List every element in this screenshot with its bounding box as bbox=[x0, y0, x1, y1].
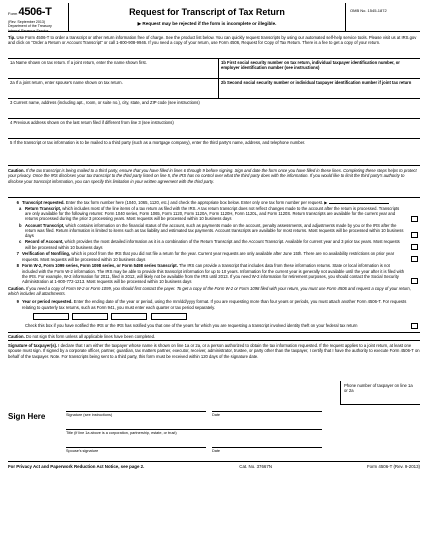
tip-text: Use Form 4506-T to order a transcript or other return information free of charge. See the product list below. You can quickly request transcripts by using our automated self-help service tools. Please visit us at IRS.gov and click on "Order a Return or Account Transcript" or call 1-800-908-9946. If you need a copy of your return, use Form 4506, Request for Copy of Tax Return. There is a fee to get a copy of your return. bbox=[8, 35, 417, 46]
sign-here-label: Sign Here bbox=[8, 412, 46, 421]
item-6b-text: which contains information on the financial status of the account, such as payments made on the account, penalty assessments, and adjustments made by you or the IRS after the return was filed. Return information is limited to items such as tax liability and estimated tax payments. Account transcripts are available for most returns. Most requests will be processed within 10 business days bbox=[25, 222, 404, 238]
signature-line-label: Signature (see instructions) bbox=[66, 413, 113, 417]
period-date-fields bbox=[32, 313, 420, 320]
w2-transcript-checkbox[interactable] bbox=[411, 278, 418, 284]
verification-nonfiling-checkbox[interactable] bbox=[411, 256, 418, 262]
item-8-label: Form W-2, Form 1099 series, Form 1098 series, or Form 5498 series transcript. bbox=[22, 263, 178, 269]
spouse-signature-line[interactable] bbox=[66, 447, 206, 454]
spouse-line-label: Spouse's signature bbox=[66, 449, 99, 453]
signature-section bbox=[8, 341, 420, 462]
item-8-number: 8 bbox=[16, 263, 19, 269]
line-1-row bbox=[8, 59, 420, 79]
item-6-text: Enter the tax form number here (1040, 1065, 1120, etc.) and check the appropriate box below. Enter only one tax form number per request. ▶ bbox=[65, 199, 328, 205]
spouse-date-line[interactable] bbox=[212, 447, 322, 454]
form-subtitle: ▶ Request may be rejected if the form is incomplete or illegible. bbox=[137, 21, 277, 27]
identity-theft-text: Check this box if you have notified the IRS or the IRS has notified you that one of the years for which you are requesting a transcript involved identity theft on your federal tax return bbox=[25, 322, 358, 328]
item-6 bbox=[8, 200, 420, 205]
line-5-label: 5 If the transcript or tax information is to be mailed to a third party (such as a mortgage company), enter the third party's name, address, and telephone number. bbox=[10, 140, 306, 145]
line-2a-label: 2a If a joint return, enter spouse's name shown on tax return. bbox=[10, 80, 123, 85]
taxpayer-date-line[interactable] bbox=[212, 411, 322, 418]
identity-theft-row bbox=[19, 323, 420, 329]
item-6a-letter: a bbox=[19, 205, 22, 211]
item-6c-text: which provides the most detailed information as it is a combination of the Return Transcript and the Account Transcript. Available for current year and 3 prior tax years. Most requests will be processed within 10 business days bbox=[25, 239, 400, 250]
tip-label: Tip. bbox=[8, 35, 16, 40]
identity-theft-checkbox[interactable] bbox=[411, 323, 418, 329]
line-1b-field[interactable] bbox=[218, 59, 420, 78]
line-1a-label: 1a Name shown on tax return. If a joint return, enter the name shown first. bbox=[10, 60, 147, 65]
item-9-text: Enter the ending date of the year or period, using the mm/dd/yyyy format. If you are requesting more than four years or periods, you must attach another Form 4506-T. For requests relating to quarterly tax returns, such as Form 941, you must enter each quarter or tax period separately. bbox=[22, 299, 407, 310]
item-6b bbox=[19, 223, 420, 239]
form-title: Request for Transcript of Tax Return bbox=[129, 7, 285, 17]
form-number: 4506-T bbox=[18, 6, 52, 18]
line-4-field[interactable] bbox=[8, 119, 420, 139]
period-date-3[interactable] bbox=[111, 313, 147, 320]
signature-declaration bbox=[8, 341, 420, 375]
item-6c-letter: c bbox=[19, 239, 22, 245]
period-date-2[interactable] bbox=[72, 313, 108, 320]
period-date-4[interactable] bbox=[151, 313, 187, 320]
line-2b-label: 2b Second social security number or individual taxpayer identification number if joint tax return bbox=[221, 80, 412, 85]
date-line-label: Date bbox=[212, 413, 221, 417]
item-6b-label: Account Transcript, bbox=[25, 222, 65, 228]
form-id-block bbox=[8, 3, 69, 31]
privacy-notice: For Privacy Act and Paperwork Reduction Act Notice, see page 2. bbox=[8, 464, 145, 469]
item-6b-letter: b bbox=[19, 222, 22, 228]
caution-sign bbox=[8, 332, 420, 341]
item-6-number: 6 bbox=[16, 199, 19, 205]
title-line-label: Title (if line 1a above is a corporation, partnership, estate, or trust) bbox=[66, 431, 177, 435]
item-9-label: Year or period requested. bbox=[22, 299, 73, 305]
title-line[interactable] bbox=[66, 429, 322, 436]
period-date-1[interactable] bbox=[33, 313, 69, 320]
line-1a-field[interactable] bbox=[8, 59, 218, 78]
phone-label: Phone number of taxpayer on line 1a or 2a bbox=[344, 383, 413, 394]
item-6a-label: Return Transcript, bbox=[25, 205, 62, 211]
item-9-number: 9 bbox=[16, 299, 19, 305]
catalog-number: Cat. No. 37667N bbox=[239, 464, 272, 469]
item-6a bbox=[19, 206, 420, 222]
caution-w2 bbox=[8, 286, 420, 297]
line-3-field[interactable] bbox=[8, 99, 420, 119]
caution-label: Caution. bbox=[8, 168, 25, 173]
record-of-account-checkbox[interactable] bbox=[411, 244, 418, 250]
account-transcript-checkbox[interactable] bbox=[411, 232, 418, 238]
item-9 bbox=[8, 299, 420, 310]
caution-w2-text: If you need a copy of Form W-2 or Form 1099, you should first contact the payer. To get a copy of the Form W-2 or Form 1098 filed with your return, you must use Form 4506 and request a copy of your return, which includes all attachments. bbox=[8, 285, 411, 296]
line-2b-field[interactable] bbox=[218, 79, 420, 98]
form-page bbox=[8, 3, 420, 551]
form-header bbox=[8, 3, 420, 32]
tip-paragraph bbox=[8, 32, 420, 59]
phone-number-field[interactable] bbox=[340, 381, 420, 405]
footer-form-id: Form 4506-T (Rev. 9-2013) bbox=[366, 464, 420, 469]
return-transcript-checkbox[interactable] bbox=[411, 216, 418, 222]
line-5-field[interactable] bbox=[8, 139, 420, 166]
omb-number: OMB No. 1545-1872 bbox=[345, 3, 420, 31]
item-8 bbox=[8, 263, 420, 284]
signature-label: Signature of taxpayer(s). bbox=[8, 343, 58, 348]
item-6c bbox=[19, 239, 420, 250]
irs-name: Internal Revenue Service bbox=[8, 28, 49, 33]
line-2a-field[interactable] bbox=[8, 79, 218, 98]
line-3-label: 3 Current name, address (including apt., room, or suite no.), city, state, and ZIP code (see instructions) bbox=[10, 100, 200, 105]
line-1b-label: 1b First social security number on tax return, individual taxpayer identification number, or employer identification number (see instructions) bbox=[221, 60, 400, 71]
item-6c-label: Record of Account, bbox=[25, 239, 64, 245]
caution-sign-text: Do not sign this form unless all applicable lines have been completed. bbox=[25, 333, 156, 339]
taxpayer-signature-line[interactable] bbox=[66, 411, 206, 418]
title-block bbox=[69, 3, 345, 31]
caution-w2-label: Caution. bbox=[8, 285, 25, 291]
signature-text: I declare that I am either the taxpayer whose name is shown on line 1a or 2a, or a person authorized to obtain the tax information requested. If the request applies to a joint return, at least one spouse must sign. If signed by a corporate officer, partner, guardian, tax matters partner, executor, receiver, administrator, trustee, or party other than the taxpayer, I certify that I have the authority to execute Form 4506-T on behalf of the taxpayer. Note. For transcripts being sent to a third party, this form must be received within 120 days of the signature date. bbox=[8, 343, 420, 359]
item-7-text: which is proof from the IRS that you did not file a return for the year. Current year requests are only available after June 15th. There are no availability restrictions on prior year requests. Most requests will be processed within 10 business days bbox=[22, 251, 395, 262]
spouse-date-label: Date bbox=[212, 449, 221, 453]
revision-date: (Rev. September 2013) bbox=[8, 19, 46, 24]
tax-form-number-input[interactable] bbox=[329, 200, 389, 204]
item-8-text: The IRS can provide a transcript that includes data from these information returns. State or local information is not included with the Form W-2 information. The IRS may be able to provide this transcript information for up to 10 years. Information for the current year is generally not available until the year after it is filed with the IRS. For example, W-2 information for 2011, filed in 2012, will likely not be available from the IRS until 2013. If you need W-2 information for retirement purposes, you should contact the Social Security Administration at 1-800-772-1213. Most requests will be processed within 10 business days bbox=[22, 263, 405, 284]
item-7-label: Verification of Nonfiling, bbox=[22, 251, 71, 257]
item-7-number: 7 bbox=[16, 251, 19, 257]
caution-sign-label: Caution. bbox=[8, 333, 25, 339]
line-4-label: 4 Previous address shown on the last return filed if different from line 3 (see instructions) bbox=[10, 120, 174, 125]
item-6-label: Transcript requested. bbox=[22, 199, 65, 205]
caution-text: If the tax transcript is being mailed to a third party, ensure that you have filled in lines 6 through 9 before signing. Sign and date the form once you have filled in these lines. Completing these steps helps to protect your privacy. Once the IRS discloses your tax transcript to the third party listed on line 5, the IRS has no control over what the third party does with the information. If you would like to limit the third party's authority to disclose your transcript information, you can specify this limitation in your written agreement with the third party. bbox=[8, 168, 417, 184]
caution-paragraph bbox=[8, 166, 420, 198]
item-6a-text: which includes most of the line items of a tax return as filed with the IRS. A tax return transcript does not reflect changes made to the account after the return is processed. Transcripts are only available for the following returns: Form 1040 series, Form 1065, Form 1120, Form 1120A, Form 1120H, Form 1120L, and Form 1120S. Return transcripts are available for the current year and returns processed during the prior 3 processing years. Most requests will be processed within 10 business days bbox=[25, 205, 400, 222]
line-2-row bbox=[8, 79, 420, 99]
form-footer bbox=[8, 462, 420, 470]
form-word: Form bbox=[8, 11, 18, 16]
department-name: Department of the Treasury bbox=[8, 24, 52, 29]
item-7 bbox=[8, 251, 420, 262]
